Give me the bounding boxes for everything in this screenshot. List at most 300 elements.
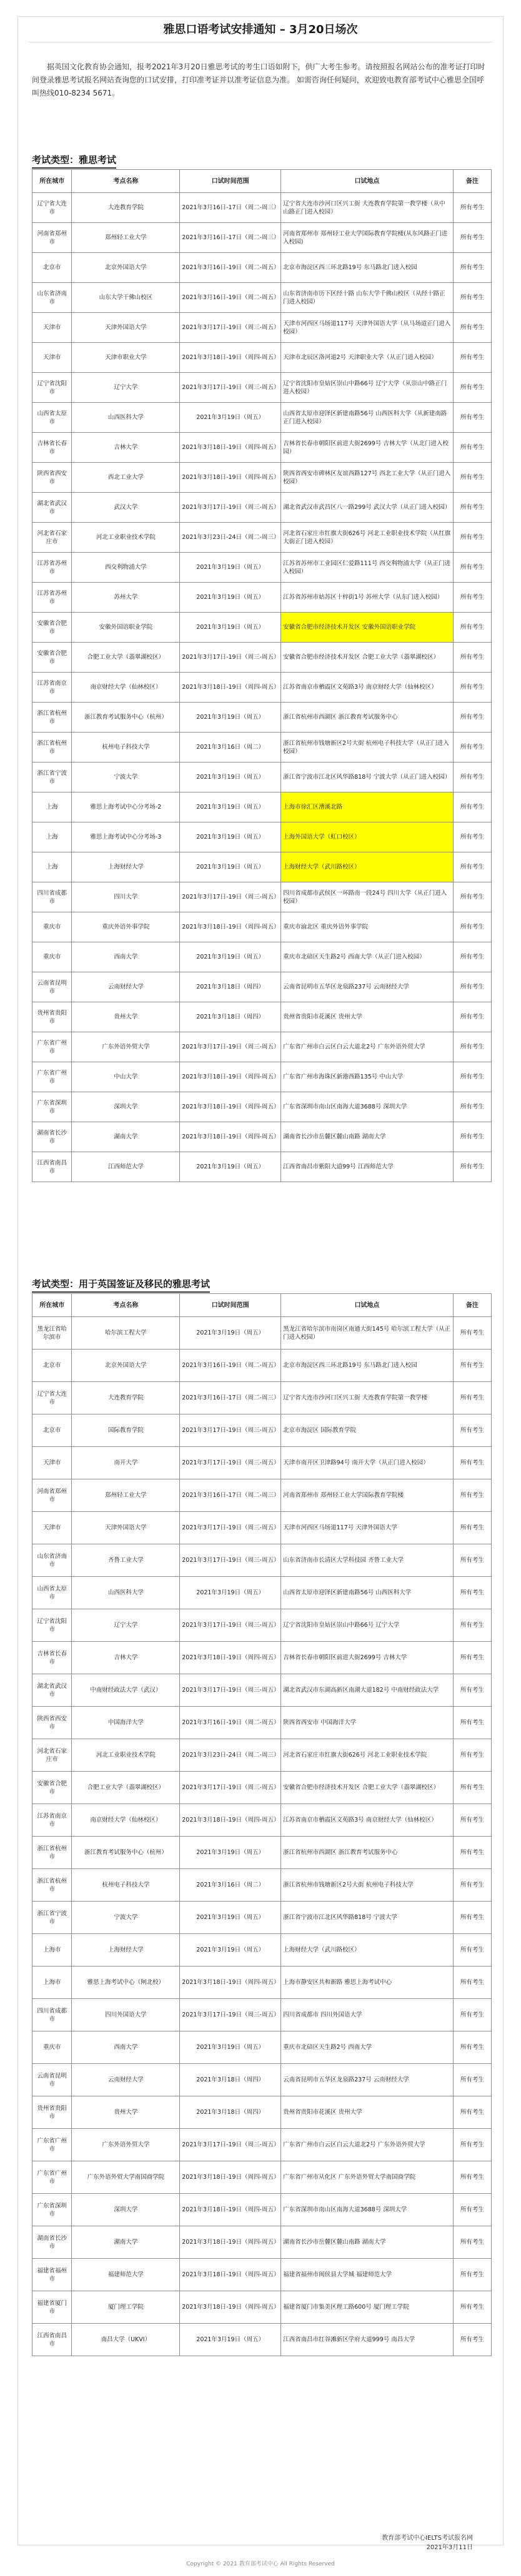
cell-address: 黑龙江省哈尔滨市南岗区南通大街145号 哈尔滨工程大学（从正门进入校园）: [281, 1317, 454, 1350]
table-row: [32, 1414, 492, 1447]
cell-note: 所有考生: [453, 673, 491, 703]
cell-note: 所有考生: [453, 822, 491, 852]
cell-venue: 深圳大学: [72, 2194, 180, 2226]
cell-address: 江西省南昌市紫阳大道99号 江西师范大学: [281, 1152, 454, 1182]
cell-address: 浙江省杭州市钱塘新区2号大街 杭州电子科技大学（从正门进入校园）: [281, 733, 454, 762]
cell-venue: 西交利物浦大学: [72, 553, 180, 583]
cell-time: 2021年3月19日（周五）: [180, 613, 281, 643]
cell-address: 河北省石家庄市红旗大街626号 河北工业职业技术学院: [281, 1739, 454, 1772]
table-row: [32, 1967, 492, 1999]
cell-time: 2021年3月18日-19日（周四-周五）: [180, 343, 281, 373]
table-row: [32, 553, 492, 583]
cell-address: 浙江省杭州市钱塘新区2号大街 杭州电子科技大学: [281, 1869, 454, 1902]
cell-city: 江苏省苏州市: [32, 583, 72, 613]
header-address: 口试地点: [281, 170, 454, 193]
table-row: [32, 2129, 492, 2161]
cell-venue: 山西医科大学: [72, 403, 180, 433]
cell-time: 2021年3月19日（周五）: [180, 1577, 281, 1609]
cell-time: 2021年3月19日（周五）: [180, 1317, 281, 1350]
cell-time: 2021年3月17日-19日（周三-周五）: [180, 493, 281, 523]
cell-note: 所有考生: [453, 403, 491, 433]
cell-city: 湖南省长沙市: [32, 1122, 72, 1152]
cell-address: 重庆市北碚区天生路2号 西南大学: [281, 2031, 454, 2064]
table-row: [32, 1062, 492, 1092]
cell-address: 江苏省苏州市工业园区仁爱路111号 西交利物浦大学（从正门进入校园）: [281, 553, 454, 583]
cell-city: 广东省深圳市: [32, 2194, 72, 2226]
cell-venue: 贵州大学: [72, 1002, 180, 1032]
cell-address: 吉林省长春市朝阳区前进大街2699号 吉林大学: [281, 1642, 454, 1674]
table-row: [32, 1804, 492, 1837]
cell-note: 所有考生: [453, 852, 491, 882]
cell-city: 云南省昆明市: [32, 972, 72, 1002]
cell-venue: 江西师范大学: [72, 1152, 180, 1182]
cell-note: 所有考生: [453, 1674, 491, 1707]
cell-address: 上海市徐汇区漕溪北路: [281, 792, 454, 822]
cell-venue: 杭州电子科技大学: [72, 733, 180, 762]
cell-city: 辽宁省大连市: [32, 1382, 72, 1414]
cell-city: 浙江省杭州市: [32, 1869, 72, 1902]
cell-venue: 中南财经政法大学（武汉）: [72, 1674, 180, 1707]
cell-address: 福建省厦门市集美区理工路600号 厦门理工学院: [281, 2291, 454, 2324]
cell-city: 浙江省宁波市: [32, 762, 72, 792]
cell-note: 所有考生: [453, 1967, 491, 1999]
cell-venue: 合肥工业大学（翡翠湖校区）: [72, 643, 180, 673]
cell-address: 天津市北辰区洛河道2号 天津职业大学（从正门进入校园）: [281, 343, 454, 373]
cell-venue: 大连教育学院: [72, 1382, 180, 1414]
header-note: 备注: [453, 170, 491, 193]
cell-venue: 天津外国语大学: [72, 313, 180, 343]
cell-city: 天津市: [32, 343, 72, 373]
cell-address: 北京市海淀区西三环北路19号 东马路北门进入校园: [281, 253, 454, 283]
cell-note: 所有考生: [453, 313, 491, 343]
cell-city: 山西省太原市: [32, 403, 72, 433]
cell-time: 2021年3月18日-19日（周四-周五）: [180, 1092, 281, 1122]
cell-address: 重庆市北碚区天生路2号 西南大学（从正门进入校园）: [281, 942, 454, 972]
cell-address: 北京市海淀区 国际教育学院: [281, 1414, 454, 1447]
cell-venue: 吉林大学: [72, 433, 180, 463]
cell-address: 河南省郑州市 郑州轻工业大学国际教育学院楼: [281, 1479, 454, 1512]
table-row: [32, 1772, 492, 1804]
cell-time: 2021年3月19日（周五）: [180, 403, 281, 433]
cell-note: 所有考生: [453, 1609, 491, 1642]
cell-note: 所有考生: [453, 1350, 491, 1382]
cell-time: 2021年3月19日（周五）: [180, 1902, 281, 1934]
cell-city: 江西省南昌市: [32, 1152, 72, 1182]
table-row: [32, 882, 492, 912]
cell-address: 辽宁省大连市沙河口区兴工街 大连教育学院第一教学楼: [281, 1382, 454, 1414]
page-title: 雅思口语考试安排通知 – 3月20日场次: [163, 23, 358, 36]
header-venue: 考点名称: [72, 1294, 180, 1317]
table-row: [32, 1032, 492, 1062]
cell-note: 所有考生: [453, 1447, 491, 1479]
table-row: [32, 523, 492, 553]
table-row: [32, 2324, 492, 2356]
table-row: [32, 942, 492, 972]
cell-address: 河北省石家庄市红旗大街626号 河北工业职业技术学院（从红旗大街正门进入校园）: [281, 523, 454, 553]
table-row: [32, 193, 492, 223]
cell-note: 所有考生: [453, 2064, 491, 2096]
cell-note: 所有考生: [453, 2096, 491, 2129]
table-row: [32, 343, 492, 373]
cell-venue: 南昌大学（UKVI）: [72, 2324, 180, 2356]
cell-address: 天津市南开区卫津路94号 南开大学（从正门进入校园）: [281, 1447, 454, 1479]
cell-address: 山西省太原市迎泽区新建南路56号 山西医科大学: [281, 1577, 454, 1609]
cell-city: 北京市: [32, 1350, 72, 1382]
table-header-row: [32, 1294, 492, 1317]
cell-note: 所有考生: [453, 1382, 491, 1414]
cell-venue: 雅思上海考试中心分考场-2: [72, 792, 180, 822]
cell-city: 湖北省武汉市: [32, 1674, 72, 1707]
table-row: [32, 1092, 492, 1122]
table-row: [32, 493, 492, 523]
section-title-ukvi-text: 考试类型：用于英国签证及移民的雅思考试: [32, 1278, 211, 1290]
cell-venue: 合肥工业大学（翡翠湖校区）: [72, 1772, 180, 1804]
cell-city: 天津市: [32, 1512, 72, 1544]
cell-address: 重庆市渝北区 重庆外语外事学院: [281, 912, 454, 942]
cell-note: 所有考生: [453, 1479, 491, 1512]
cell-city: 广东省广州市: [32, 1062, 72, 1092]
cell-time: 2021年3月16日-19日（周二-周五）: [180, 253, 281, 283]
cell-venue: 上海财经大学: [72, 852, 180, 882]
cell-note: 所有考生: [453, 762, 491, 792]
table-row: [32, 912, 492, 942]
cell-address: 上海市静安区共和新路 雅思上海考试中心: [281, 1967, 454, 1999]
cell-city: 福建省厦门市: [32, 2291, 72, 2324]
table-row: [32, 1739, 492, 1772]
table-row: [32, 433, 492, 463]
header-venue: 考点名称: [72, 170, 180, 193]
cell-venue: 哈尔滨工程大学: [72, 1317, 180, 1350]
cell-city: 云南省昆明市: [32, 2064, 72, 2096]
cell-venue: 辽宁大学: [72, 1609, 180, 1642]
cell-time: 2021年3月18日（周四）: [180, 2064, 281, 2096]
cell-venue: 四川外国语大学: [72, 1999, 180, 2031]
cell-address: 湖南省长沙市岳麓区麓山南路 湖南大学: [281, 2226, 454, 2259]
cell-city: 浙江省杭州市: [32, 703, 72, 733]
cell-address: 云南省昆明市五华区龙泉路237号 云南财经大学: [281, 2064, 454, 2096]
cell-note: 所有考生: [453, 703, 491, 733]
table-row: [32, 2194, 492, 2226]
cell-venue: 武汉大学: [72, 493, 180, 523]
cell-address: 湖北省武汉市武昌区八一路299号 武汉大学（从正门进入校园）: [281, 493, 454, 523]
cell-city: 辽宁省沈阳市: [32, 1609, 72, 1642]
cell-note: 所有考生: [453, 1739, 491, 1772]
cell-address: 江苏省南京市栖霞区文苑路3号 南京财经大学（仙林校区）: [281, 1804, 454, 1837]
cell-address: 福建省福州市闽侯县大学城 福建师范大学: [281, 2259, 454, 2291]
cell-venue: 河北工业职业技术学院: [72, 1739, 180, 1772]
cell-note: 所有考生: [453, 2259, 491, 2291]
header-address: 口试地点: [281, 1294, 454, 1317]
cell-time: 2021年3月19日（周五）: [180, 553, 281, 583]
cell-venue: 重庆外语外事学院: [72, 912, 180, 942]
cell-venue: 宁波大学: [72, 762, 180, 792]
cell-venue: 郑州轻工业大学: [72, 223, 180, 253]
cell-city: 广东省深圳市: [32, 1092, 72, 1122]
cell-address: 浙江省杭州市西湖区 浙江教育考试服务中心: [281, 1837, 454, 1869]
cell-venue: 广东外语外贸大学: [72, 2129, 180, 2161]
cell-note: 所有考生: [453, 1152, 491, 1182]
cell-city: 重庆市: [32, 2031, 72, 2064]
cell-note: 所有考生: [453, 1317, 491, 1350]
table-row: [32, 1934, 492, 1967]
cell-note: 所有考生: [453, 373, 491, 403]
cell-time: 2021年3月17日-19日（周三-周五）: [180, 643, 281, 673]
cell-time: 2021年3月17日-19日（周三-周五）: [180, 1447, 281, 1479]
cell-venue: 湖南大学: [72, 1122, 180, 1152]
cell-time: 2021年3月18日（周四）: [180, 2096, 281, 2129]
cell-city: 江西省南昌市: [32, 2324, 72, 2356]
cell-address: 浙江省宁波市江北区风华路818号 宁波大学（从正门进入校园）: [281, 762, 454, 792]
cell-time: 2021年3月19日（周五）: [180, 1152, 281, 1182]
cell-venue: 苏州大学: [72, 583, 180, 613]
cell-time: 2021年3月18日-19日（周四-周五）: [180, 673, 281, 703]
cell-time: 2021年3月17日-19日（周三-周五）: [180, 1032, 281, 1062]
cell-note: 所有考生: [453, 193, 491, 223]
cell-city: 黑龙江省哈尔滨市: [32, 1317, 72, 1350]
cell-city: 山东省济南市: [32, 1544, 72, 1577]
cell-note: 所有考生: [453, 1544, 491, 1577]
cell-address: 四川省成都市 四川外国语大学: [281, 1999, 454, 2031]
cell-city: 吉林省长春市: [32, 1642, 72, 1674]
cell-city: 北京市: [32, 253, 72, 283]
cell-address: 江西省南昌市红谷滩新区学府大道999号 南昌大学: [281, 2324, 454, 2356]
cell-city: 浙江省杭州市: [32, 1837, 72, 1869]
cell-note: 所有考生: [453, 1934, 491, 1967]
cell-address: 陕西省西安市 中国海洋大学: [281, 1707, 454, 1739]
cell-time: 2021年3月19日（周五）: [180, 2324, 281, 2356]
cell-address: 贵州省贵阳市花溪区 贵州大学: [281, 1002, 454, 1032]
cell-venue: 山西医科大学: [72, 1577, 180, 1609]
cell-note: 所有考生: [453, 2324, 491, 2356]
cell-venue: 西南大学: [72, 2031, 180, 2064]
table-row: [32, 403, 492, 433]
cell-venue: 北京外国语大学: [72, 1350, 180, 1382]
cell-city: 山东省济南市: [32, 283, 72, 313]
cell-venue: 浙江教育考试服务中心（杭州）: [72, 703, 180, 733]
cell-address: 北京市海淀区西三环北路19号 东马路北门进入校园: [281, 1350, 454, 1382]
article-frame: [17, 16, 504, 2551]
cell-time: 2021年3月19日（周五）: [180, 822, 281, 852]
cell-city: 河南省郑州市: [32, 1479, 72, 1512]
cell-note: 所有考生: [453, 553, 491, 583]
table-row: [32, 2161, 492, 2194]
table-row: [32, 703, 492, 733]
table-row: [32, 1122, 492, 1152]
cell-venue: 杭州电子科技大学: [72, 1869, 180, 1902]
cell-note: 所有考生: [453, 223, 491, 253]
cell-city: 江苏省苏州市: [32, 553, 72, 583]
footer-signature: [382, 2534, 473, 2552]
cell-address: 辽宁省大连市沙河口区兴工街 大连教育学院第一教学楼（从中山路正门进入校园）: [281, 193, 454, 223]
cell-venue: 中国海洋大学: [72, 1707, 180, 1739]
cell-city: 安徽省合肥市: [32, 1772, 72, 1804]
cell-city: 上海: [32, 852, 72, 882]
table-row: [32, 2064, 492, 2096]
cell-venue: 河北工业职业技术学院: [72, 523, 180, 553]
cell-note: 所有考生: [453, 1062, 491, 1092]
cell-address: 广东省广州市海珠区新港西路135号 中山大学: [281, 1062, 454, 1092]
cell-time: 2021年3月16日-19日（周二-周五）: [180, 1707, 281, 1739]
cell-time: 2021年3月17日-19日（周三-周五）: [180, 1512, 281, 1544]
cell-address: 天津市河西区马场道117号 天津外国语大学（从马场道正门进入校园）: [281, 313, 454, 343]
cell-city: 四川省成都市: [32, 1999, 72, 2031]
cell-note: 所有考生: [453, 733, 491, 762]
cell-note: 所有考生: [453, 942, 491, 972]
cell-note: 所有考生: [453, 1707, 491, 1739]
cell-time: 2021年3月18日-19日（周四-周五）: [180, 1122, 281, 1152]
cell-city: 陕西省西安市: [32, 463, 72, 493]
cell-city: 安徽省合肥市: [32, 613, 72, 643]
table-row: [32, 792, 492, 822]
cell-time: 2021年3月17日-19日（周三-周五）: [180, 313, 281, 343]
cell-city: 上海市: [32, 1967, 72, 1999]
cell-address: 广东省广州市白云区白云大道北2号 广东外语外贸大学: [281, 1032, 454, 1062]
table-row: [32, 313, 492, 343]
cell-time: 2021年3月18日-19日（周四-周五）: [180, 2291, 281, 2324]
cell-address: 湖北省武汉市东湖高新区南湖大道182号 中南财经政法大学: [281, 1674, 454, 1707]
cell-venue: 南开大学: [72, 1447, 180, 1479]
table-row: [32, 1447, 492, 1479]
intro-text: 据英国文化教育协会通知，报考2021年3月20日雅思考试的考生口语如附下，供广大考生参考。请按照报名网站公布的准考证打印时间登录雅思考试报名网站查询您的口试安排，打印准考证并以准考证信息为准。: [32, 62, 485, 84]
cell-time: 2021年3月17日-19日（周三-周五）: [180, 1609, 281, 1642]
cell-note: 所有考生: [453, 912, 491, 942]
cell-venue: 西南大学: [72, 942, 180, 972]
cell-venue: 郑州轻工业大学: [72, 1479, 180, 1512]
cell-address: 湖南省长沙市岳麓区麓山南路 湖南大学: [281, 1122, 454, 1152]
cell-city: 陕西省西安市: [32, 1707, 72, 1739]
cell-time: 2021年3月19日（周五）: [180, 1934, 281, 1967]
table-row: [32, 1002, 492, 1032]
cell-city: 河南省郑州市: [32, 223, 72, 253]
cell-venue: 齐鲁工业大学: [72, 1544, 180, 1577]
cell-note: 所有考生: [453, 343, 491, 373]
cell-venue: 贵州大学: [72, 2096, 180, 2129]
section-underline: [32, 1291, 210, 1293]
cell-time: 2021年3月18日（周四）: [180, 1002, 281, 1032]
cell-note: 所有考生: [453, 1577, 491, 1609]
table-row: [32, 373, 492, 403]
table-row: [32, 1544, 492, 1577]
cell-time: 2021年3月16日-19日（周二-周五）: [180, 1350, 281, 1382]
cell-note: 所有考生: [453, 1642, 491, 1674]
cell-address: 江苏省苏州市姑苏区十梓街1号 苏州大学（从东门进入校园）: [281, 583, 454, 613]
cell-address: 辽宁省沈阳市皇姑区崇山中路66号 辽宁大学（从崇山中路正门进入校园）: [281, 373, 454, 403]
cell-note: 所有考生: [453, 1869, 491, 1902]
cell-address: 上海财经大学（武川路校区）: [281, 852, 454, 882]
cell-time: 2021年3月16日-17日（周二-周三）: [180, 223, 281, 253]
cell-time: 2021年3月16日-17日（周二-周三）: [180, 1479, 281, 1512]
exam-table-ielts: [32, 169, 492, 1182]
header-city: 所在城市: [32, 1294, 72, 1317]
header-note: 备注: [453, 1294, 491, 1317]
cell-address: 贵州省贵阳市花溪区 贵州大学: [281, 2096, 454, 2129]
section-title-ielts-text: 考试类型：雅思考试: [32, 154, 117, 165]
cell-venue: 山东大学干佛山校区: [72, 283, 180, 313]
cell-address: 陕西省西安市碑林区友谊西路127号 西北工业大学（从正门进入校园）: [281, 463, 454, 493]
cell-venue: 浙江教育考试服务中心（杭州）: [72, 1837, 180, 1869]
cell-note: 所有考生: [453, 283, 491, 313]
table-row: [32, 463, 492, 493]
cell-city: 浙江省杭州市: [32, 733, 72, 762]
cell-city: 湖南省长沙市: [32, 2226, 72, 2259]
table-row: [32, 1577, 492, 1609]
cell-time: 2021年3月18日-19日（周四-周五）: [180, 463, 281, 493]
cell-address: 吉林省长春市朝阳区前进大街2699号 吉林大学（从北门进入校园）: [281, 433, 454, 463]
cell-venue: 云南财经大学: [72, 2064, 180, 2096]
table-row: [32, 1382, 492, 1414]
cell-note: 所有考生: [453, 493, 491, 523]
table-row: [32, 762, 492, 792]
cell-address: 山东省济南市历下区经十路 山东大学千佛山校区（从经十路正门进入校园）: [281, 283, 454, 313]
cell-venue: 辽宁大学: [72, 373, 180, 403]
cell-venue: 湖南大学: [72, 2226, 180, 2259]
table-row: [32, 1642, 492, 1674]
cell-address: 河南省郑州市 郑州轻工业大学国际教育学院楼(从东风路正门进入校园): [281, 223, 454, 253]
table-header-row: [32, 170, 492, 193]
cell-venue: 广东外语外贸大学: [72, 1032, 180, 1062]
cell-time: 2021年3月17日-19日（周三-周五）: [180, 882, 281, 912]
table-row: [32, 972, 492, 1002]
table-row: [32, 2259, 492, 2291]
cell-address: 浙江省宁波市江北区风华路818号 宁波大学: [281, 1902, 454, 1934]
cell-time: 2021年3月18日-19日（周四-周五）: [180, 1967, 281, 1999]
cell-note: 所有考生: [453, 1414, 491, 1447]
cell-note: 所有考生: [453, 792, 491, 822]
footer-date: 2021年3月11日: [426, 2544, 473, 2551]
cell-time: 2021年3月19日（周五）: [180, 583, 281, 613]
cell-address: 安徽省合肥市经济技术开发区 合肥工业大学（翡翠湖校区）: [281, 1772, 454, 1804]
cell-note: 所有考生: [453, 1092, 491, 1122]
cell-venue: 国际教育学院: [72, 1414, 180, 1447]
cell-address: 江苏省南京市栖霞区文苑路3号 南京财经大学（仙林校区）: [281, 673, 454, 703]
table-row: [32, 1350, 492, 1382]
cell-venue: 北京外国语大学: [72, 253, 180, 283]
table-row: [32, 1512, 492, 1544]
table-row: [32, 1837, 492, 1869]
cell-time: 2021年3月16日（周二）: [180, 733, 281, 762]
table-row: [32, 1609, 492, 1642]
cell-city: 福建省福州市: [32, 2259, 72, 2291]
cell-venue: 雅思上海考试中心分考场-3: [72, 822, 180, 852]
cell-address: 云南省昆明市五华区龙泉路237号 云南财经大学: [281, 972, 454, 1002]
cell-time: 2021年3月19日（周五）: [180, 942, 281, 972]
cell-city: 广东省广州市: [32, 1032, 72, 1062]
cell-time: 2021年3月18日-19日（周四-周五）: [180, 2226, 281, 2259]
cell-time: 2021年3月17日-19日（周三-周五）: [180, 1414, 281, 1447]
cell-note: 所有考生: [453, 253, 491, 283]
cell-time: 2021年3月18日-19日（周四-周五）: [180, 1062, 281, 1092]
cell-time: 2021年3月19日（周五）: [180, 703, 281, 733]
table-row: [32, 1707, 492, 1739]
table-row: [32, 2291, 492, 2324]
cell-city: 贵州省贵阳市: [32, 1002, 72, 1032]
cell-venue: 厦门理工学院: [72, 2291, 180, 2324]
section-title-ukvi: [32, 1277, 210, 1293]
table-row: [32, 1902, 492, 1934]
cell-time: 2021年3月16日-17日（周二-周三）: [180, 193, 281, 223]
cell-city: 广东省广州市: [32, 2129, 72, 2161]
table-row: [32, 2096, 492, 2129]
table-row: [32, 1869, 492, 1902]
cell-city: 上海: [32, 792, 72, 822]
cell-time: 2021年3月16日（周二）: [180, 1869, 281, 1902]
cell-city: 上海市: [32, 1934, 72, 1967]
cell-address: 浙江省杭州市西湖区 浙江教育考试服务中心: [281, 703, 454, 733]
table-row: [32, 1674, 492, 1707]
cell-note: 所有考生: [453, 2291, 491, 2324]
copyright-text: Copyright © 2021 教育部考试中心 All Rights Reserved: [186, 2561, 335, 2567]
header-time: 口试时间范围: [180, 170, 281, 193]
